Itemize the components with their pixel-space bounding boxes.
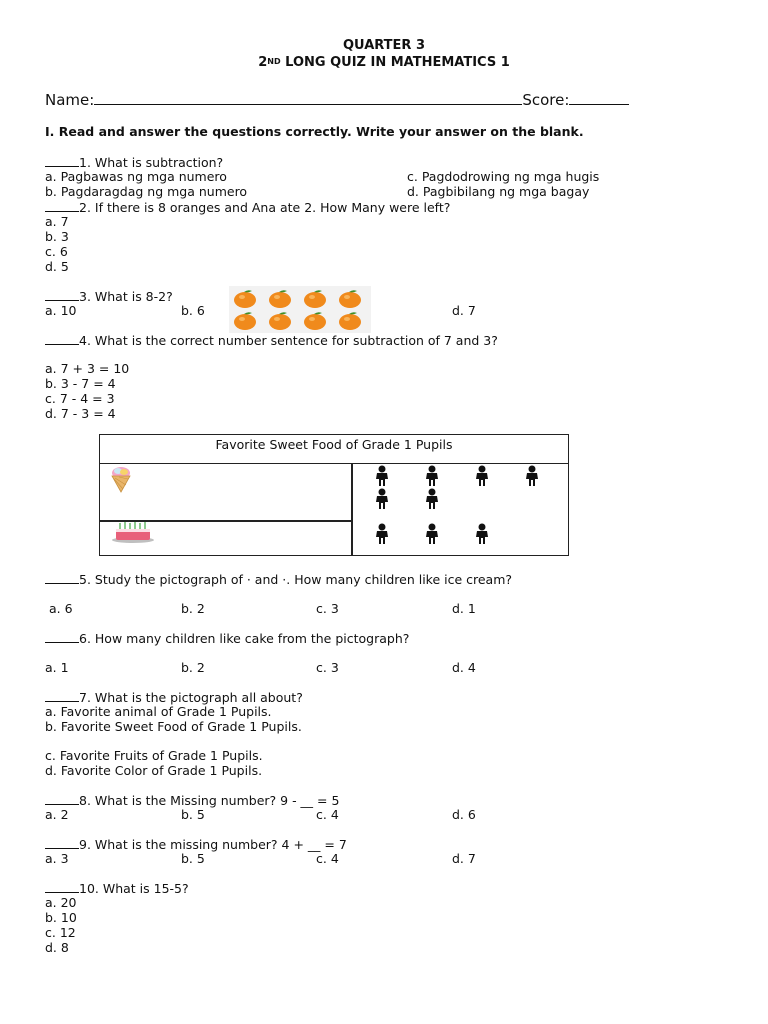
choice-b: b. 6 [181, 303, 205, 318]
question-8: 8. What is the Missing number? 9 - __ = 5 [45, 792, 339, 808]
question-2: 2. If there is 8 oranges and Ana ate 2. How Many were left? [45, 199, 450, 215]
choice-d: d. 5 [45, 259, 69, 274]
choice-c: c. 4 [316, 807, 339, 822]
pictograph-table [99, 434, 569, 556]
choice-b: b. 2 [181, 601, 205, 616]
cake-icon [110, 521, 156, 546]
question-6: 6. How many children like cake from the pictograph? [45, 630, 409, 646]
choice-b: b. 3 [45, 229, 69, 244]
orange-icon [233, 289, 257, 308]
orange-icon [268, 289, 292, 308]
child-icon [424, 465, 440, 487]
choice-c: c. 3 [316, 601, 339, 616]
choice-b: b. Pagdaragdag ng mga numero [45, 184, 248, 199]
choice-b: b. 5 [181, 851, 205, 866]
quarter-heading: QUARTER 3 [342, 38, 426, 53]
choice-c: c. Pagdodrowing ng mga hugis [407, 169, 600, 184]
column-divider [351, 463, 353, 555]
question-10: 10. What is 15-5? [45, 880, 189, 896]
name-label: Name: [45, 91, 95, 109]
choice-d: d. 1 [452, 601, 476, 616]
choice-a: a. 10 [45, 303, 77, 318]
child-icon [424, 523, 440, 545]
choice-d: d. 8 [45, 940, 69, 955]
choice-b: b. 2 [181, 660, 205, 675]
score-field[interactable] [569, 91, 629, 105]
choice-a: a. 20 [45, 895, 77, 910]
choice-d: d. Favorite Color of Grade 1 Pupils. [45, 763, 263, 778]
child-icon [374, 488, 390, 510]
answer-blank[interactable] [45, 689, 79, 702]
answer-blank[interactable] [45, 288, 79, 301]
name-score-row [45, 91, 629, 108]
choice-c: c. 4 [316, 851, 339, 866]
question-1: 1. What is subtraction? [45, 154, 223, 170]
choice-b: b. 10 [45, 910, 77, 925]
name-field[interactable] [94, 91, 522, 105]
choice-a: a. Favorite animal of Grade 1 Pupils. [45, 704, 272, 719]
choice-c: c. 6 [45, 244, 68, 259]
answer-blank[interactable] [45, 792, 79, 805]
choice-b: b. 5 [181, 807, 205, 822]
answer-blank[interactable] [45, 332, 79, 345]
choice-a: a. 7 [45, 214, 69, 229]
choice-c: c. 3 [316, 660, 339, 675]
choice-a: a. 1 [45, 660, 69, 675]
question-9: 9. What is the missing number? 4 + __ = 7 [45, 836, 347, 852]
orange-icon [268, 311, 292, 330]
choice-a: a. 6 [49, 601, 73, 616]
answer-blank[interactable] [45, 154, 79, 167]
choice-d: d. 4 [452, 660, 476, 675]
choice-a: a. 2 [45, 807, 69, 822]
choice-b: b. 3 - 7 = 4 [45, 376, 116, 391]
question-7: 7. What is the pictograph all about? [45, 689, 303, 705]
choice-d: d. 7 [452, 303, 476, 318]
choice-d: d. 7 [452, 851, 476, 866]
orange-icon [338, 311, 362, 330]
score-label: Score: [522, 91, 570, 109]
choice-b: b. Favorite Sweet Food of Grade 1 Pupils. [45, 719, 302, 734]
question-4: 4. What is the correct number sentence for subtraction of 7 and 3? [45, 332, 498, 348]
instructions: I. Read and answer the questions correctly. Write your answer on the blank. [45, 124, 584, 139]
orange-icon [303, 289, 327, 308]
choice-c: c. 12 [45, 925, 76, 940]
choice-d: d. 6 [452, 807, 476, 822]
choice-a: a. 7 + 3 = 10 [45, 361, 130, 376]
answer-blank[interactable] [45, 630, 79, 643]
quiz-title: 2ND LONG QUIZ IN MATHEMATICS 1 [258, 55, 510, 70]
child-icon [524, 465, 540, 487]
ice-cream-icon [106, 465, 136, 496]
question-3: 3. What is 8-2? [45, 288, 173, 304]
orange-icon [233, 311, 257, 330]
choice-a: a. Pagbawas ng mga numero [45, 169, 227, 184]
oranges-image [229, 286, 371, 333]
child-icon [474, 465, 490, 487]
question-5: 5. Study the pictograph of · and ·. How many children like ice cream? [45, 571, 512, 587]
answer-blank[interactable] [45, 836, 79, 849]
choice-a: a. 3 [45, 851, 69, 866]
child-icon [474, 523, 490, 545]
orange-icon [338, 289, 362, 308]
child-icon [374, 465, 390, 487]
child-icon [374, 523, 390, 545]
choice-d: d. Pagbibilang ng mga bagay [407, 184, 590, 199]
pictograph-title: Favorite Sweet Food of Grade 1 Pupils [100, 435, 568, 464]
choice-d: d. 7 - 3 = 4 [45, 406, 116, 421]
answer-blank[interactable] [45, 880, 79, 893]
answer-blank[interactable] [45, 199, 79, 212]
orange-icon [303, 311, 327, 330]
choice-c: c. Favorite Fruits of Grade 1 Pupils. [45, 748, 263, 763]
answer-blank[interactable] [45, 571, 79, 584]
child-icon [424, 488, 440, 510]
choice-c: c. 7 - 4 = 3 [45, 391, 115, 406]
